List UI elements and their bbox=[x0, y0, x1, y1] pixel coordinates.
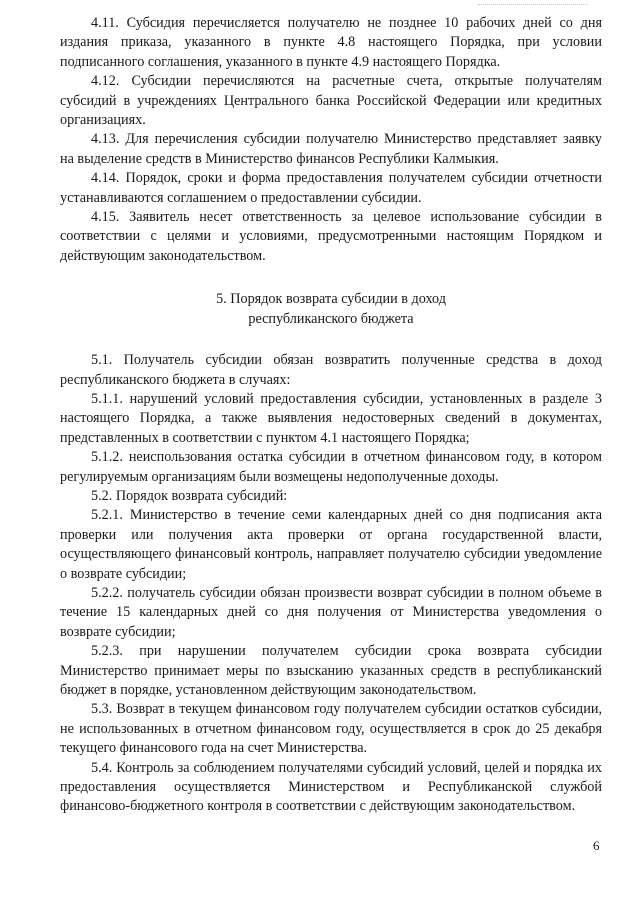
paragraph-5-1-1: 5.1.1. нарушений условий предоставления субсидии, установленных в разделе 3 настоящего Порядка, а также выявления недостоверных сведений в документах, представленных в соответствии с пунктом 4.1 настоящего Порядка; bbox=[60, 390, 602, 446]
section-heading-line-2: республиканского бюджета bbox=[248, 310, 414, 327]
paragraph-4-11: 4.11. Субсидия перечисляется получателю не позднее 10 рабочих дней со дня издания приказа, указанного в пункте 4.8 настоящего Порядка, при условии подписанного соглашения, указанного в пункте 4.9 настоящего Порядка. bbox=[60, 15, 602, 70]
paragraph-4-14: 4.14. Порядок, сроки и форма предоставления получателем субсидии отчетности устанавливаются соглашением о предоставлении субсидии. bbox=[60, 170, 602, 206]
section-heading bbox=[60, 290, 602, 329]
paragraph-4-12: 4.12. Субсидии перечисляются на расчетные счета, открытые получателям субсидий в учреждениях Центрального банка Российской Федерации или кредитных организациях. bbox=[60, 73, 602, 129]
section-heading-line-1: 5. Порядок возврата субсидии в доход bbox=[216, 291, 446, 308]
document-body bbox=[60, 14, 602, 817]
paragraph-5-2: 5.2. Порядок возврата субсидий: bbox=[91, 487, 288, 504]
paragraph-5-1-2: 5.1.2. неиспользования остатка субсидии в отчетном финансовом году, в котором регулируемым организациям были возмещены недополученные доходы. bbox=[60, 449, 602, 485]
paragraph-5-1: 5.1. Получатель субсидии обязан возвратить полученные средства в доход республиканского бюджета в случаях: bbox=[60, 352, 602, 388]
paragraph-4-13: 4.13. Для перечисления субсидии получателю Министерство представляет заявку на выделение средств в Министерство финансов Республики Калмыкия. bbox=[60, 131, 602, 167]
paragraph-5-2-3: 5.2.3. при нарушении получателем субсидии срока возврата субсидии Министерство принимает меры по взысканию указанных средств в республиканский бюджет в порядке, установленном действующим законодательством. bbox=[60, 643, 602, 698]
paragraph-5-2-2: 5.2.2. получатель субсидии обязан произвести возврат субсидии в полном объеме в течение 15 календарных дней со дня получения от Министерства уведомления о возврате субсидии; bbox=[60, 584, 602, 640]
paragraph-5-4: 5.4. Контроль за соблюдением получателями субсидий условий, целей и порядка их предоставления осуществляется Министерством и Республиканской службой финансово-бюджетного контроля в соответствии с действующим законодательством. bbox=[60, 759, 602, 815]
scan-artifact bbox=[478, 4, 588, 9]
paragraph-5-3: 5.3. Возврат в текущем финансовом году получателем субсидии остатков субсидии, не использованных в отчетном финансовом году, осуществляется в срок до 25 декабря текущего финансового года на счет Министерства. bbox=[60, 701, 602, 757]
paragraph-4-15: 4.15. Заявитель несет ответственность за целевое использование субсидии в соответствии с целями и условиями, предусмотренными настоящим Порядком и действующим законодательством. bbox=[60, 209, 602, 264]
page-number: 6 bbox=[593, 838, 600, 853]
paragraph-5-2-1: 5.2.1. Министерство в течение семи календарных дней со дня подписания акта проверки или получения акта проверки от органа государственной власти, осуществляющего финансовый контроль, направляет получателю субсидии уведомление о возврате субсидии; bbox=[60, 507, 602, 582]
